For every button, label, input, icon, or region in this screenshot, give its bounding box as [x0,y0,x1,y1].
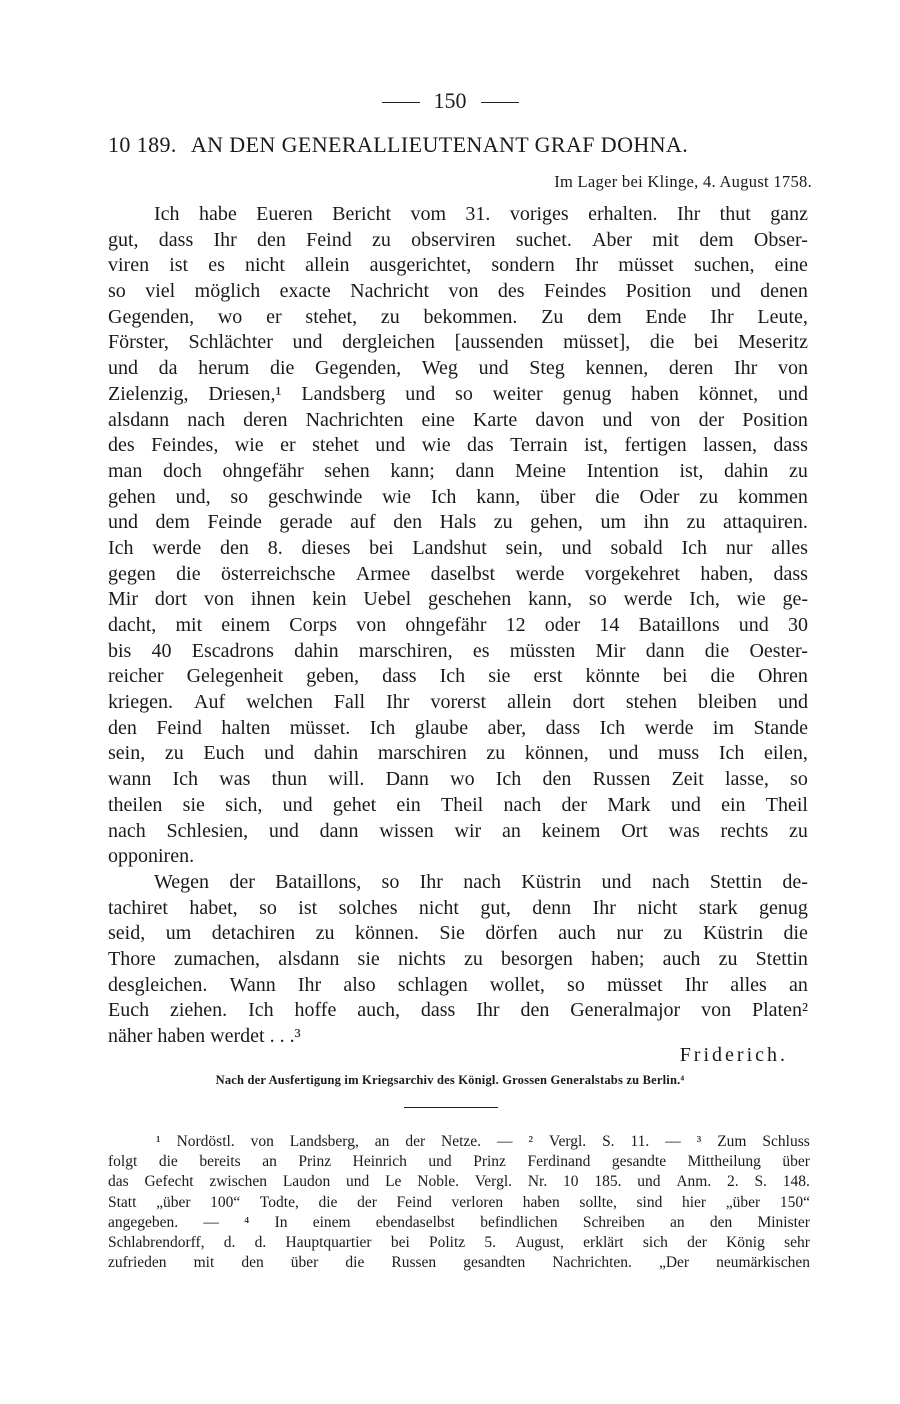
body-line: gegen die österreichsche Armee daselbst werde vorgekehret haben, dass [108,562,808,585]
body-line: alsdann nach deren Nachrichten eine Karte davon und von der Position [108,408,808,431]
source-note: Nach der Ausfertigung im Kriegsarchiv des Königl. Grossen Generalstabs zu Berlin.⁴ [215,1073,685,1087]
dateline: Im Lager bei Klinge, 4. August 1758. [554,172,812,191]
letter-body [108,202,808,1050]
footnote-line: ¹ Nordöstl. von Landsberg, an der Netze. — ² Vergl. S. 11. — ³ Zum Schluss [156,1133,810,1150]
left-dash [382,102,420,103]
footnote-line: das Gefecht zwischen Laudon und Le Noble. Vergl. Nr. 10 185. und Anm. 2. S. 148. [108,1173,810,1191]
body-line: desgleichen. Wann Ihr also schlagen wollet, so müsset Ihr alles an [108,973,808,996]
body-line: dacht, mit einem Corps von ohngefähr 12 oder 14 Bataillons und 30 [108,614,808,636]
body-line: wann Ich was thun will. Dann wo Ich den Russen Zeit lasse, so [108,768,808,791]
footnote-line: Statt „über 100“ Todte, die der Feind verloren haben sollte, sind hier „über 150“ [108,1193,810,1211]
body-line: Gegenden, wo er stehet, zu bekommen. Zu dem Ende Ihr Leute, [108,305,808,328]
body-line: des Feindes, wie er stehet und wie das Terrain ist, fertigen lassen, dass [108,434,808,457]
body-line: tachiret habet, so ist solches nicht gut, denn Ihr nicht stark genug [108,896,808,919]
body-line: kriegen. Auf welchen Fall Ihr vorerst allein dort stehen bleiben und [108,691,808,714]
letter-title: AN DEN GENERALLIEUTENANT GRAF DOHNA. [190,132,689,157]
body-line: Ich habe Eueren Bericht vom 31. voriges erhalten. Ihr thut ganz [154,203,808,225]
body-line: gut, dass Ihr den Feind zu observiren suchet. Aber mit dem Obser- [108,228,808,251]
body-line: und dem Feinde gerade auf den Hals zu gehen, um ihn zu attaquiren. [108,511,808,534]
body-line: Ich werde den 8. dieses bei Landshut sein, und sobald Ich nur alles [108,536,808,559]
footnote-line: zufrieden mit den über die Russen gesandten Nachrichten. „Der neumärkischen [108,1254,810,1272]
footnote-rule [404,1107,498,1108]
body-line: viren ist es nicht allein ausgerichtet, sondern Ihr müsset suchen, eine [108,254,808,277]
footnote-line: Schlabrendorff, d. d. Hauptquartier bei Politz 5. August, erklärt sich der König sehr [108,1233,810,1251]
body-line: den Feind halten müsset. Ich glaube aber, dass Ich werde im Stande [108,716,808,739]
body-line: nach Schlesien, und dann wissen wir an keinem Ort was rechts zu [108,819,808,842]
letter-heading [108,132,798,158]
body-line: man doch ohngefähr sehen kann; dann Meine Intention ist, dahin zu [108,459,808,482]
right-dash [481,102,519,103]
footnote-line: angegeben. — ⁴ In einem ebendaselbst befindlichen Schreiben an den Minister [108,1213,810,1231]
body-line: theilen sie sich, und gehet ein Theil nach der Mark und ein Theil [108,793,808,816]
page-number: 150 [433,88,467,113]
body-line: näher haben werdet . . .³ [108,1025,301,1047]
body-line: seid, um detachiren zu können. Sie dörfen auch nur zu Küstrin die [108,922,808,945]
body-line: sein, zu Euch und dahin marschiren zu können, und muss Ich eilen, [108,742,808,765]
body-line: Thore zumachen, alsdann sie nichts zu besorgen haben; auch zu Stettin [108,947,808,970]
body-line: reicher Gelegenheit geben, dass Ich sie erst könnte bei die Ohren [108,665,808,688]
footnote-line: folgt die bereits an Prinz Heinrich und Prinz Ferdinand gesandte Mittheilung über [108,1153,810,1171]
body-line: Euch ziehen. Ich hoffe auch, dass Ihr den Generalmajor von Platen² [108,999,808,1022]
body-line: Zielenzig, Driesen,¹ Landsberg und so weiter genug haben könnet, und [108,382,808,405]
letter-number: 10 189. [108,132,177,157]
footnotes [108,1132,810,1273]
body-line: Mir dort von ihnen kein Uebel geschehen kann, so werde Ich, wie ge- [108,588,808,611]
body-line: Förster, Schlächter und dergleichen [aussenden müsset], die bei Meseritz [108,331,808,354]
body-line: und da herum die Gegenden, Weg und Steg kennen, deren Ihr von [108,357,808,380]
page-number-header [0,88,900,114]
body-line: so viel möglich exacte Nachricht von des Feindes Position und denen [108,280,808,303]
body-line: bis 40 Escadrons dahin marschiren, es müssten Mir dann die Oester- [108,639,808,662]
body-line: gehen und, so geschwinde wie Ich kann, über die Oder zu kommen [108,485,808,508]
signature: Friderich. [679,1044,788,1066]
body-line: opponiren. [108,845,195,868]
body-line: Wegen der Bataillons, so Ihr nach Küstrin und nach Stettin de- [154,870,808,893]
